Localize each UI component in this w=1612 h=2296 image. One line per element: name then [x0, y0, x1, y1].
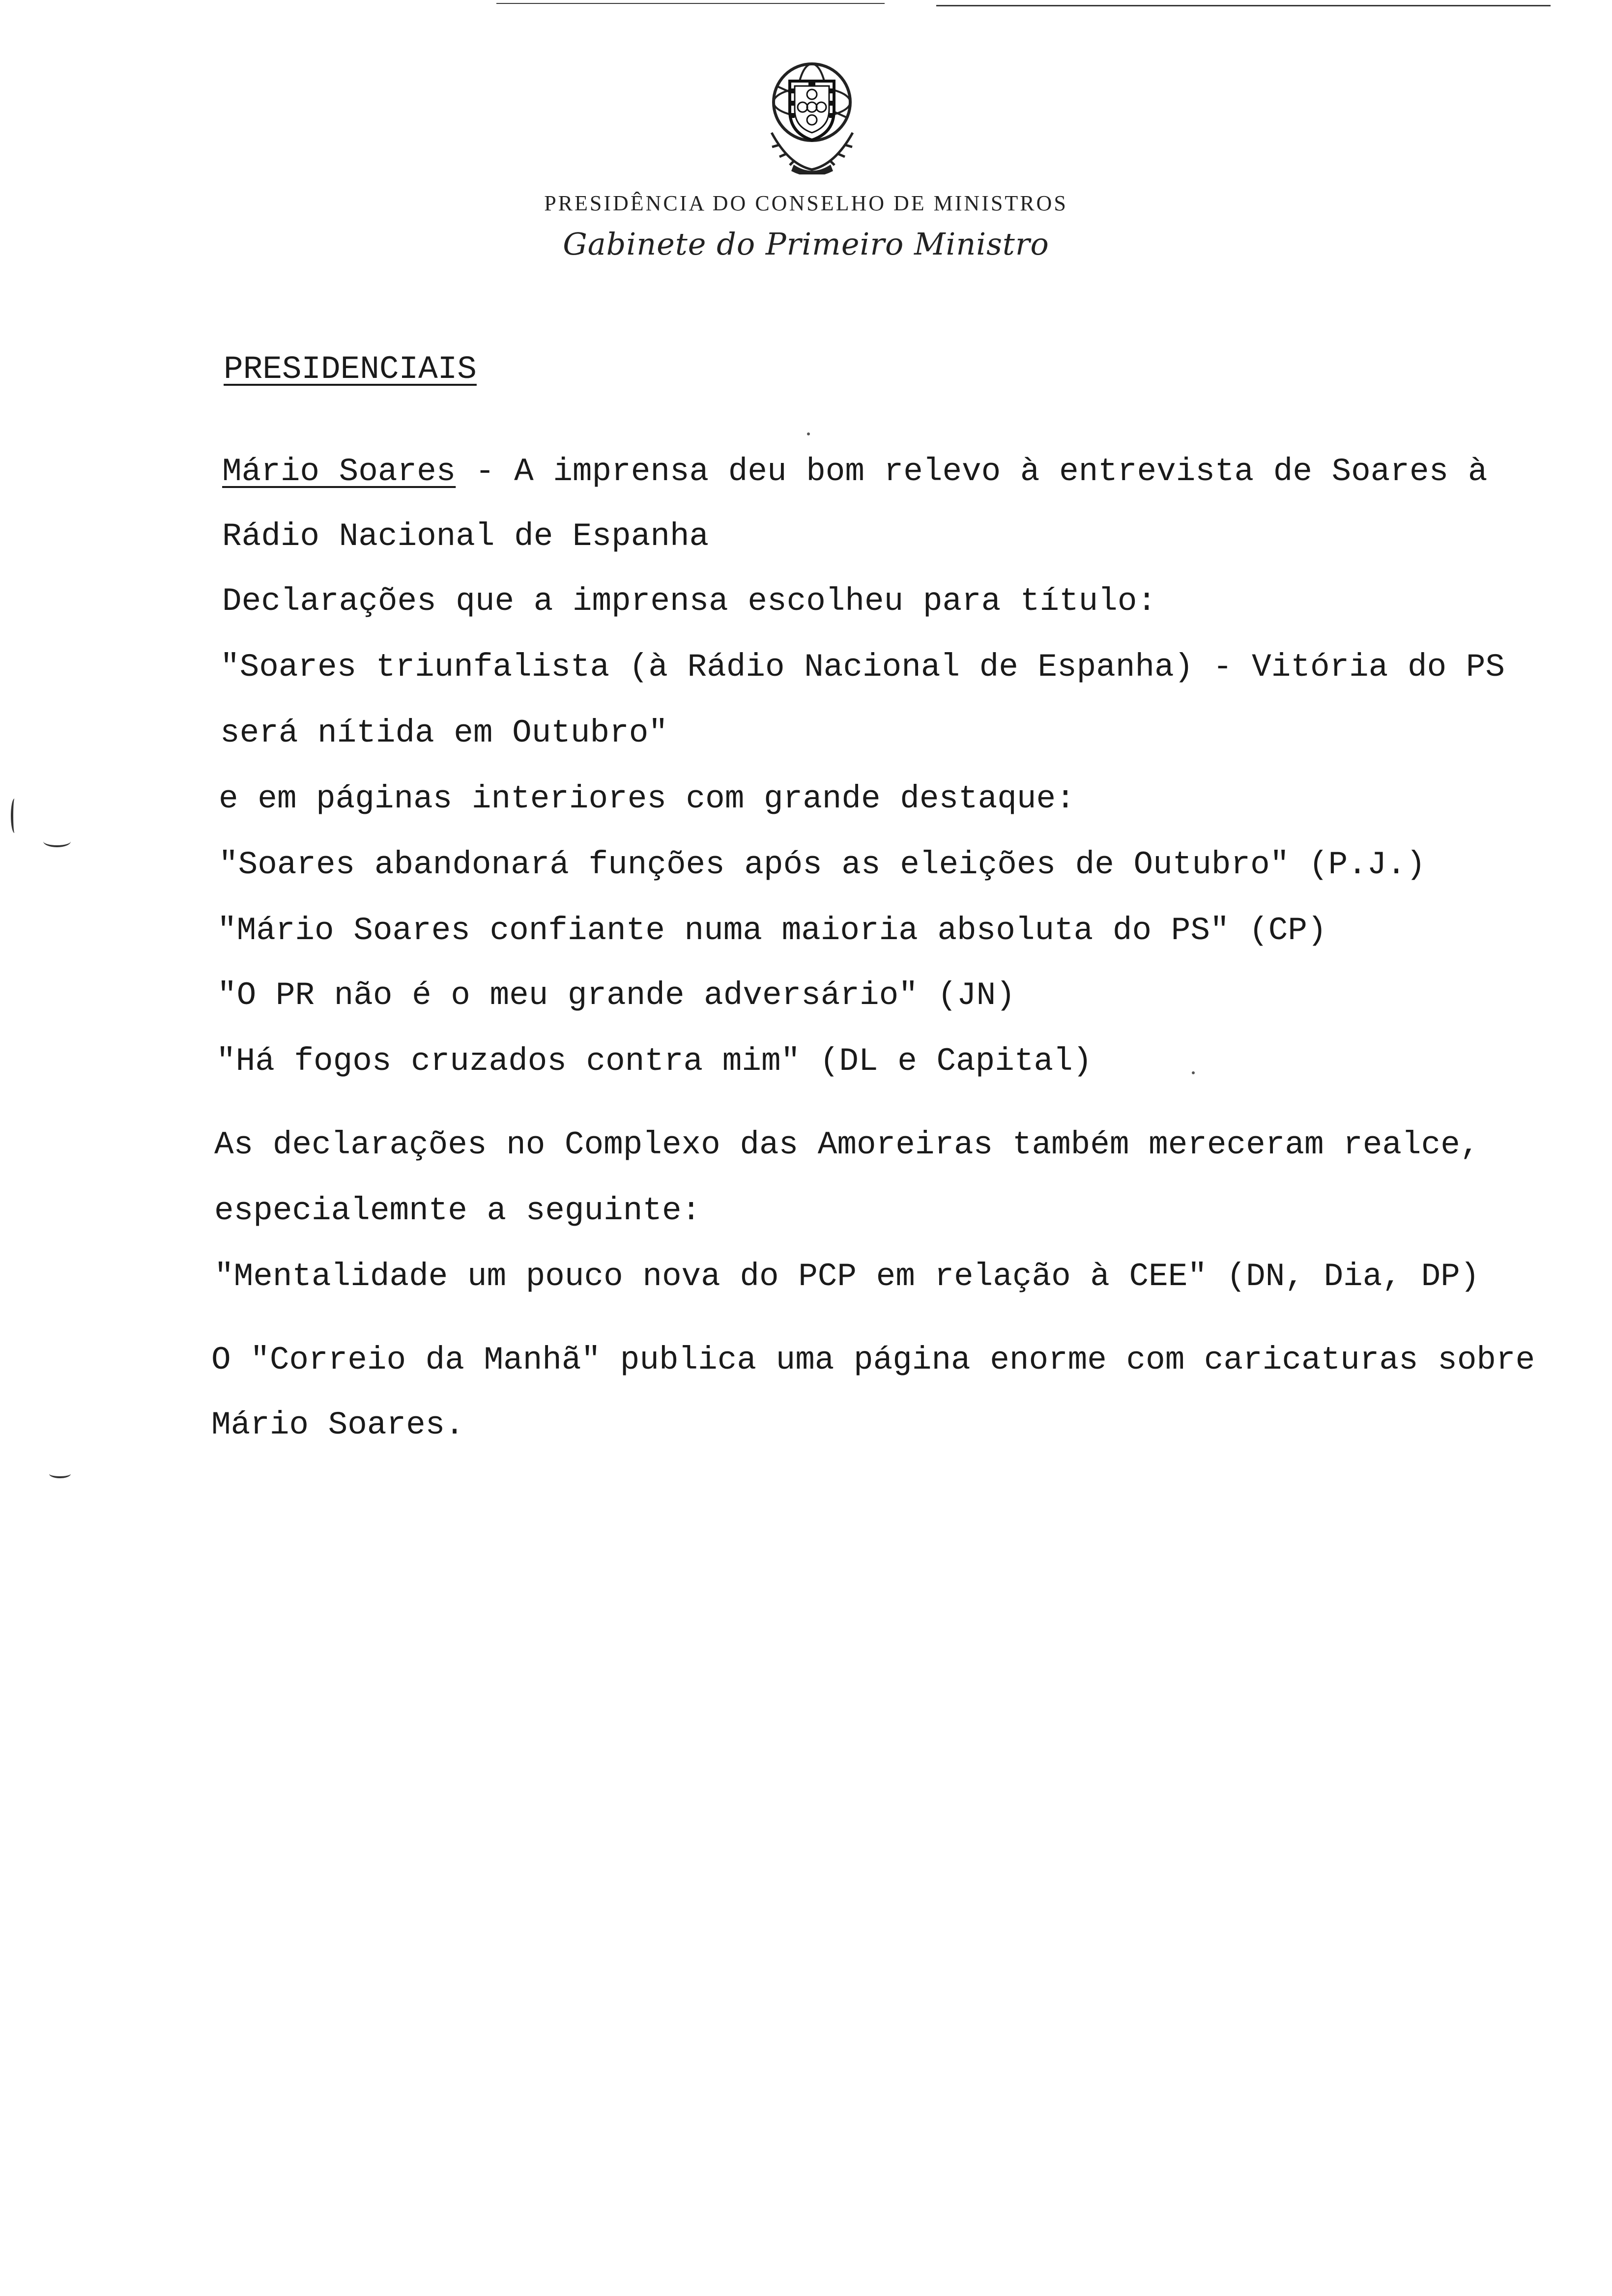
portuguese-coat-of-arms-icon: [759, 59, 865, 174]
body-line: "Há fogos cruzados contra mim" (DL e Capital): [216, 1043, 1093, 1080]
body-line: especialemnte a seguinte:: [214, 1192, 701, 1229]
body-line: "Mário Soares confiante numa maioria absoluta do PS" (CP): [217, 912, 1327, 949]
body-line: será nítida em Outubro": [220, 715, 668, 751]
body-line: "Mentalidade um pouco nova do PCP em relação à CEE" (DN, Dia, DP): [214, 1258, 1480, 1295]
scan-edge-line: [936, 5, 1551, 6]
margin-mark: [43, 835, 71, 847]
scan-speck: [807, 432, 810, 435]
body-line: Mário Soares.: [211, 1406, 464, 1443]
body-line: "Soares abandonará funções após as eleições de Outubro" (P.J.): [219, 846, 1426, 883]
scan-speck: [1192, 1071, 1195, 1074]
body-line: Rádio Nacional de Espanha: [222, 518, 709, 555]
body-line: "O PR não é o meu grande adversário" (JN): [217, 977, 1015, 1014]
body-line: e em páginas interiores com grande destaque:: [219, 780, 1075, 817]
margin-mark: [11, 799, 18, 833]
section-heading: PRESIDENCIAIS: [224, 351, 477, 388]
topic-name: Mário Soares: [222, 453, 456, 490]
letterhead-office: PRESIDÊNCIA DO CONSELHO DE MINISTROS: [544, 191, 1068, 215]
body-line: [222, 452, 1487, 491]
body-line: "Soares triunfalista (à Rádio Nacional de Espanha) - Vitória do PS: [220, 649, 1505, 686]
body-line: Declarações que a imprensa escolheu para título:: [222, 583, 1157, 620]
body-line-text: - A imprensa deu bom relevo à entrevista de Soares à: [456, 453, 1488, 490]
scan-edge-line: [496, 3, 885, 4]
margin-mark: [49, 1469, 71, 1478]
body-line: O "Correio da Manhã" publica uma página enorme com caricaturas sobre: [211, 1342, 1535, 1378]
body-line: As declarações no Complexo das Amoreiras também mereceram realce,: [214, 1126, 1480, 1163]
letterhead-cabinet: Gabinete do Primeiro Ministro: [563, 226, 1049, 262]
